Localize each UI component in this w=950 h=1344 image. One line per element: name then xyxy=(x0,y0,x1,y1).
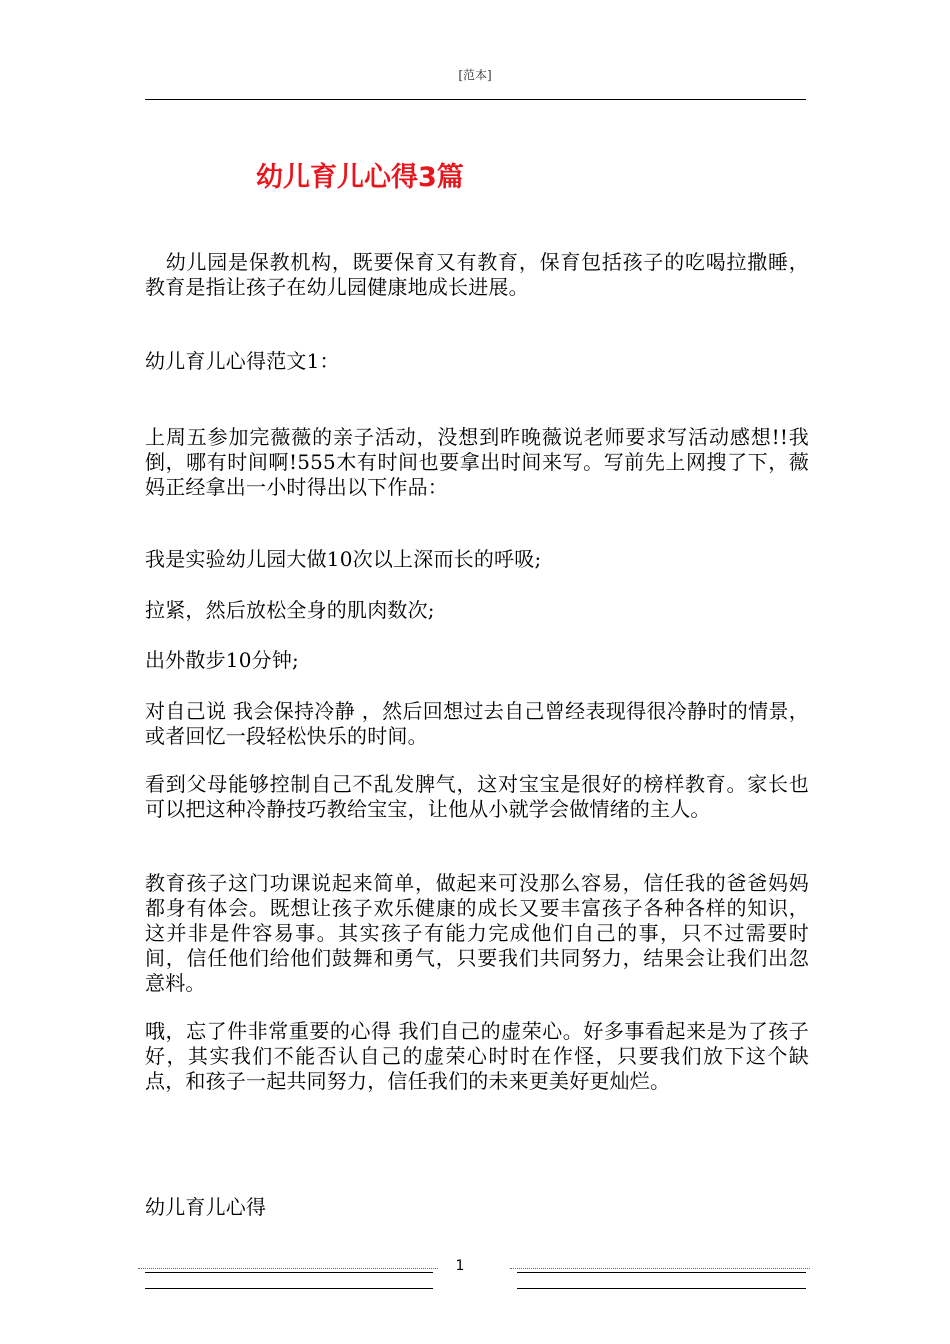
body-paragraph: 上周五参加完薇薇的亲子活动，没想到昨晚薇说老师要求写活动感想!!我倒，哪有时间啊!555木有时间也要拿出时间来写。写前先上网搜了下，薇妈正经拿出一小时得出以下作品： xyxy=(145,425,809,499)
list-paragraph-breathing: 我是实验幼儿园大做10次以上深而长的呼吸; xyxy=(145,547,542,571)
body-paragraph-education: 教育孩子这门功课说起来简单，做起来可没那么容易，信任我的爸爸妈妈都身有体会。既想让孩子欢乐健康的成长又要丰富孩子各种各样的知识，这并非是件容易事。其实孩子有能力完成他们自己的事，只不过需要时间，信任他们给他们鼓舞和勇气，只要我们共同努力，结果会让我们出忽意料。 xyxy=(145,871,809,995)
section-heading-sample-1: 幼儿育儿心得范文1： xyxy=(145,349,340,373)
footer-rule-left-top xyxy=(145,1272,433,1273)
list-paragraph-walk: 出外散步10分钟; xyxy=(145,648,299,672)
footer-rule-left-bottom xyxy=(145,1288,433,1289)
intro-paragraph: 幼儿园是保教机构，既要保育又有教育，保育包括孩子的吃喝拉撒睡，教育是指让孩子在幼儿园健康地成长进展。 xyxy=(145,250,809,299)
body-paragraph-vanity: 哦，忘了件非常重要的心得 我们自己的虚荣心。好多事看起来是为了孩子好，其实我们不能否认自己的虚荣心时时在作怪，只要我们放下这个缺点，和孩子一起共同努力，信任我们的未来更美好更灿烂。 xyxy=(145,1019,809,1093)
header-divider xyxy=(145,99,806,100)
footer-dotted-rule-right xyxy=(510,1268,810,1269)
page-header-label: [范本] xyxy=(458,68,492,82)
page-number: 1 xyxy=(455,1258,465,1274)
document-title: 幼儿育儿心得3篇 xyxy=(256,162,464,193)
list-paragraph-self-talk: 对自己说 我会保持冷静 ，然后回想过去自己曾经表现得很冷静时的情景，或者回忆一段轻松快乐的时间。 xyxy=(145,699,809,748)
footer-rule-right-bottom xyxy=(517,1288,806,1289)
footer-dotted-rule-left xyxy=(138,1268,438,1269)
body-paragraph-role-model: 看到父母能够控制自己不乱发脾气，这对宝宝是很好的榜样教育。家长也可以把这种冷静技巧教给宝宝，让他从小就学会做情绪的主人。 xyxy=(145,772,809,821)
section-heading-next: 幼儿育儿心得 xyxy=(145,1195,267,1219)
footer-rule-right-top xyxy=(517,1272,806,1273)
list-paragraph-muscles: 拉紧，然后放松全身的肌肉数次; xyxy=(145,598,435,622)
